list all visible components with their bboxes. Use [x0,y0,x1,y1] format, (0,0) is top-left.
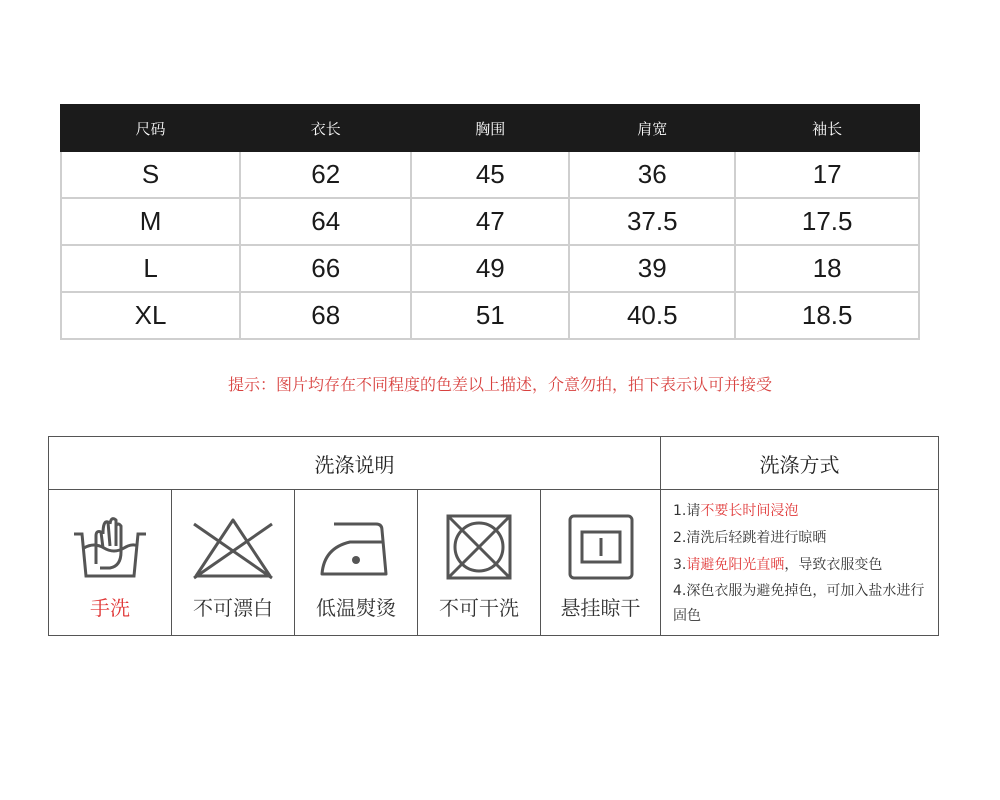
method-text: 2.清洗后轻跳着进行晾晒 [673,530,827,546]
no-dry-clean-label: 不可干洗 [439,596,519,620]
table-row [61,198,919,245]
header-shoulder: 肩宽 [569,105,735,151]
list-item [673,525,928,552]
low-iron-label: 低温熨烫 [316,596,396,620]
care-symbol-cell [295,490,418,635]
table-cell: 18 [735,245,919,292]
list-item [673,498,928,525]
table-cell: 51 [411,292,569,339]
method-warning: 请避免阳光直晒 [686,557,785,573]
no-bleach-icon [190,514,276,582]
hand-wash-icon [70,514,150,584]
method-text: 4.深色衣服为避免掉色，可加入盐水进行固色 [673,583,925,624]
table-row [61,292,919,339]
care-table [48,436,939,636]
hang-dry-label: 悬挂晾干 [560,596,641,620]
method-text: 1.请 [673,503,701,519]
table-cell: 47 [411,198,569,245]
care-symbol-cell [172,490,295,635]
table-cell: 45 [411,151,569,198]
care-method-title: 洗涤方式 [661,437,938,490]
table-cell: 49 [411,245,569,292]
table-cell: 39 [569,245,735,292]
table-cell: 68 [240,292,411,339]
header-chest: 胸围 [411,105,569,151]
table-row [61,245,919,292]
table-cell: 17.5 [735,198,919,245]
low-iron-icon [316,514,396,580]
size-table [60,104,920,340]
header-size: 尺码 [61,105,240,151]
hang-dry-icon [566,514,636,580]
method-text: ，导致衣服变色 [784,557,883,573]
table-cell: 18.5 [735,292,919,339]
table-cell: 37.5 [569,198,735,245]
method-text: 3. [673,557,687,573]
care-symbol-cell [541,490,661,635]
header-length: 衣长 [240,105,411,151]
color-difference-notice: 提示：图片均存在不同程度的色差以上描述，介意勿拍，拍下表示认可并接受 [227,375,772,394]
table-row [61,151,919,198]
table-cell: L [61,245,240,292]
table-cell: 64 [240,198,411,245]
table-cell: 17 [735,151,919,198]
table-cell: M [61,198,240,245]
list-item [673,552,928,579]
table-cell: 40.5 [569,292,735,339]
no-dry-clean-icon [444,514,514,580]
care-symbol-cell [418,490,541,635]
table-cell: 62 [240,151,411,198]
no-bleach-label: 不可漂白 [193,596,273,620]
table-cell: 66 [240,245,411,292]
care-instructions-title: 洗涤说明 [49,437,661,490]
table-cell: S [61,151,240,198]
header-sleeve: 袖长 [735,105,919,151]
wash-method-list [661,490,938,635]
care-symbol-cell [49,490,172,635]
size-table-header [61,105,919,151]
table-cell: XL [61,292,240,339]
table-cell: 36 [569,151,735,198]
list-item [673,579,928,629]
method-warning: 不要长时间浸泡 [700,503,799,519]
hand-wash-label: 手洗 [90,596,130,620]
